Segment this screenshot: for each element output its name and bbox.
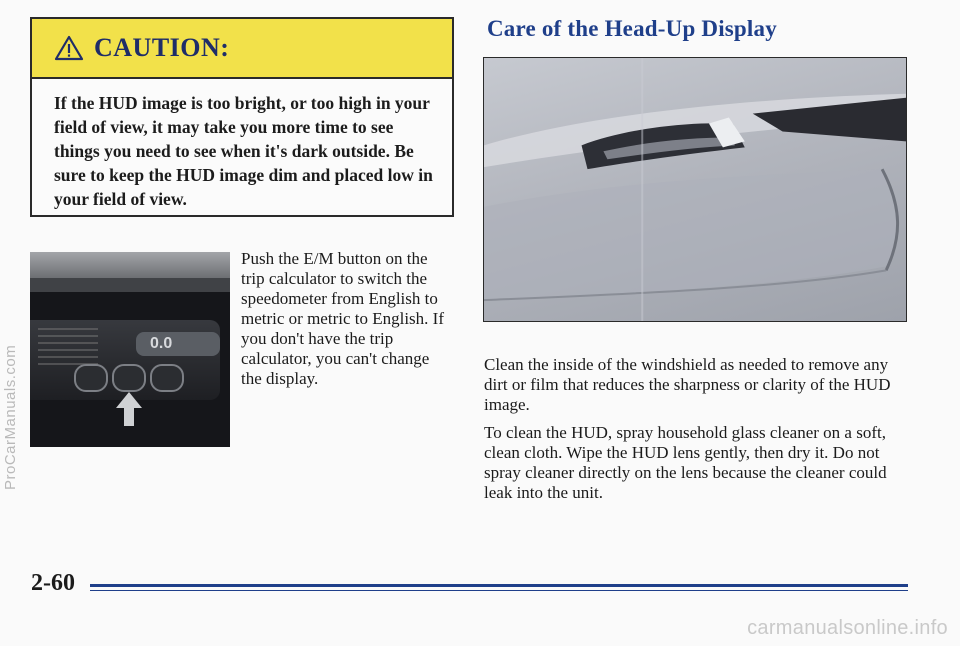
footer-rule-thin xyxy=(90,590,908,591)
caution-box xyxy=(30,17,454,217)
caution-text: If the HUD image is too bright, or too high in your field of view, it may take you more time to see things you need to see when it's dark outside. Be sure to keep the HUD image dim and placed low in your field of view. xyxy=(54,93,433,209)
trip-calculator-photo xyxy=(30,252,230,447)
arrow-up-icon xyxy=(116,392,142,426)
warning-triangle-icon xyxy=(54,35,84,61)
cleaning-paragraph-2: To clean the HUD, spray household glass cleaner on a soft, clean cloth. Wipe the HUD lens gently, then dry it. Do not spray cleaner directly on the lens because the cleaner could leak into the unit. xyxy=(484,423,887,502)
bottom-watermark: carmanualsonline.info xyxy=(747,617,948,639)
em-button-instructions: Push the E/M button on the trip calculator to switch the speedometer from English to metric or metric to English. If you don't have the trip calculator, you can't change the display. xyxy=(241,249,444,388)
page-number: 2-60 xyxy=(31,570,75,596)
caution-header xyxy=(32,19,452,79)
section-heading: Care of the Head-Up Display xyxy=(487,16,777,41)
dashboard-illustration xyxy=(484,58,906,321)
hud-lens-photo xyxy=(483,57,907,322)
cleaning-paragraph-1: Clean the inside of the windshield as needed to remove any dirt or film that reduces the sharpness or clarity of the HUD image. xyxy=(484,355,891,414)
side-watermark: ProCarManuals.com xyxy=(2,344,19,490)
caution-title: CAUTION: xyxy=(94,33,230,62)
trip-calculator-display: 0.0 xyxy=(136,332,220,356)
footer-rule xyxy=(90,584,908,587)
